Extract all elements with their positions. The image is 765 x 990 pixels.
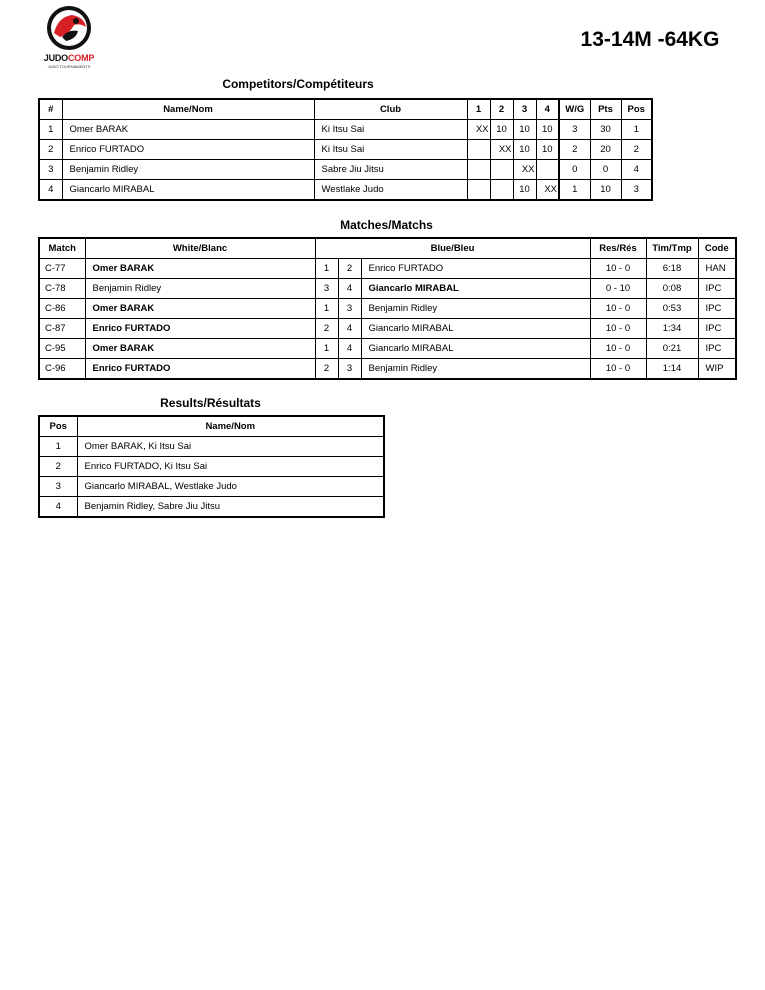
results-header-row: [39, 416, 384, 437]
white-number: 1: [315, 299, 338, 319]
match-row: [39, 359, 736, 380]
match-result: 10 - 0: [590, 319, 646, 339]
match-id: C-96: [39, 359, 85, 380]
col-time: Tim/Tmp: [646, 238, 698, 259]
white-number: 1: [315, 339, 338, 359]
score-cell: [467, 140, 490, 160]
score-cell: XX: [536, 180, 559, 201]
score-cell: XX: [467, 120, 490, 140]
col-result-position: Pos: [39, 416, 77, 437]
match-id: C-77: [39, 259, 85, 279]
competitor-row: [39, 180, 652, 201]
result-row: [39, 457, 384, 477]
result-name: Omer BARAK, Ki Itsu Sai: [77, 437, 384, 457]
col-position: Pos: [621, 99, 652, 120]
results-title: Results/Résultats: [160, 396, 261, 410]
match-row: [39, 319, 736, 339]
result-position: 3: [39, 477, 77, 497]
col-score-2: 2: [490, 99, 513, 120]
col-result-name: Name/Nom: [77, 416, 384, 437]
col-points: Pts: [590, 99, 621, 120]
result-name: Giancarlo MIRABAL, Westlake Judo: [77, 477, 384, 497]
wins-cell: 1: [559, 180, 590, 201]
blue-competitor: Benjamin Ridley: [361, 359, 590, 380]
matches-title: Matches/Matchs: [340, 218, 433, 232]
division-title: 13-14M -64KG: [580, 28, 720, 51]
match-row: [39, 339, 736, 359]
blue-competitor: Giancarlo MIRABAL: [361, 339, 590, 359]
competitor-club: Westlake Judo: [314, 180, 467, 201]
col-score-3: 3: [513, 99, 536, 120]
points-cell: 30: [590, 120, 621, 140]
match-result: 10 - 0: [590, 299, 646, 319]
wins-cell: 2: [559, 140, 590, 160]
col-result: Res/Rés: [590, 238, 646, 259]
blue-number: 4: [338, 339, 361, 359]
white-competitor: Enrico FURTADO: [85, 319, 315, 339]
match-result: 10 - 0: [590, 339, 646, 359]
white-competitor: Omer BARAK: [85, 299, 315, 319]
match-code: WIP: [698, 359, 736, 380]
white-number: 1: [315, 259, 338, 279]
score-cell: 10: [536, 140, 559, 160]
match-row: [39, 259, 736, 279]
col-match: Match: [39, 238, 85, 259]
competitor-club: Ki Itsu Sai: [314, 140, 467, 160]
col-club: Club: [314, 99, 467, 120]
matches-table: [38, 237, 737, 380]
blue-number: 2: [338, 259, 361, 279]
judo-emblem-icon: [36, 3, 102, 55]
match-result: 10 - 0: [590, 359, 646, 380]
white-number: 3: [315, 279, 338, 299]
competitor-name: Enrico FURTADO: [62, 140, 314, 160]
match-time: 6:18: [646, 259, 698, 279]
score-cell: 10: [513, 120, 536, 140]
competitor-row: [39, 120, 652, 140]
position-cell: 2: [621, 140, 652, 160]
col-score-4: 4: [536, 99, 559, 120]
competitor-number: 1: [39, 120, 62, 140]
judocomp-logo: [36, 3, 102, 71]
score-cell: [467, 180, 490, 201]
col-code: Code: [698, 238, 736, 259]
blue-number: 3: [338, 359, 361, 380]
competitor-name: Benjamin Ridley: [62, 160, 314, 180]
blue-number: 4: [338, 319, 361, 339]
results-table: [38, 415, 385, 518]
match-result: 0 - 10: [590, 279, 646, 299]
match-time: 0:53: [646, 299, 698, 319]
position-cell: 3: [621, 180, 652, 201]
match-code: IPC: [698, 339, 736, 359]
wins-cell: 3: [559, 120, 590, 140]
score-cell: [467, 160, 490, 180]
white-competitor: Benjamin Ridley: [85, 279, 315, 299]
match-time: 0:21: [646, 339, 698, 359]
white-competitor: Enrico FURTADO: [85, 359, 315, 380]
match-time: 1:14: [646, 359, 698, 380]
position-cell: 4: [621, 160, 652, 180]
logo-subtitle: JUDO TOURNAMENTS: [47, 64, 91, 69]
match-time: 1:34: [646, 319, 698, 339]
match-id: C-95: [39, 339, 85, 359]
blue-competitor: Benjamin Ridley: [361, 299, 590, 319]
position-cell: 1: [621, 120, 652, 140]
competitor-number: 4: [39, 180, 62, 201]
col-number: #: [39, 99, 62, 120]
wins-cell: 0: [559, 160, 590, 180]
score-cell: [490, 160, 513, 180]
result-name: Enrico FURTADO, Ki Itsu Sai: [77, 457, 384, 477]
score-cell: 10: [490, 120, 513, 140]
score-cell: 10: [536, 120, 559, 140]
blue-number: 3: [338, 299, 361, 319]
blue-competitor: Giancarlo MIRABAL: [361, 319, 590, 339]
match-row: [39, 279, 736, 299]
result-position: 2: [39, 457, 77, 477]
result-row: [39, 437, 384, 457]
col-name: Name/Nom: [62, 99, 314, 120]
competitor-row: [39, 160, 652, 180]
match-result: 10 - 0: [590, 259, 646, 279]
competitor-name: Omer BARAK: [62, 120, 314, 140]
competitors-title: Competitors/Compétiteurs: [222, 77, 374, 91]
match-code: HAN: [698, 259, 736, 279]
score-cell: XX: [513, 160, 536, 180]
match-row: [39, 299, 736, 319]
logo-wordmark: JUDOCOMP: [43, 53, 95, 63]
competitor-club: Sabre Jiu Jitsu: [314, 160, 467, 180]
result-row: [39, 477, 384, 497]
white-competitor: Omer BARAK: [85, 259, 315, 279]
competitors-header-row: [39, 99, 652, 120]
match-id: C-78: [39, 279, 85, 299]
competitors-table: [38, 98, 653, 201]
match-id: C-87: [39, 319, 85, 339]
score-cell: [490, 180, 513, 201]
result-row: [39, 497, 384, 518]
col-wins: W/G: [559, 99, 590, 120]
points-cell: 10: [590, 180, 621, 201]
score-cell: 10: [513, 180, 536, 201]
match-id: C-86: [39, 299, 85, 319]
col-score-1: 1: [467, 99, 490, 120]
points-cell: 0: [590, 160, 621, 180]
match-code: IPC: [698, 319, 736, 339]
col-white: White/Blanc: [85, 238, 315, 259]
match-code: IPC: [698, 299, 736, 319]
competitor-club: Ki Itsu Sai: [314, 120, 467, 140]
blue-competitor: Giancarlo MIRABAL: [361, 279, 590, 299]
white-competitor: Omer BARAK: [85, 339, 315, 359]
score-cell: 10: [513, 140, 536, 160]
result-name: Benjamin Ridley, Sabre Jiu Jitsu: [77, 497, 384, 518]
competitor-number: 3: [39, 160, 62, 180]
white-number: 2: [315, 319, 338, 339]
score-cell: XX: [490, 140, 513, 160]
competitor-row: [39, 140, 652, 160]
score-cell: [536, 160, 559, 180]
result-position: 1: [39, 437, 77, 457]
points-cell: 20: [590, 140, 621, 160]
blue-competitor: Enrico FURTADO: [361, 259, 590, 279]
competitor-number: 2: [39, 140, 62, 160]
white-number: 2: [315, 359, 338, 380]
result-position: 4: [39, 497, 77, 518]
match-time: 0:08: [646, 279, 698, 299]
match-code: IPC: [698, 279, 736, 299]
matches-header-row: [39, 238, 736, 259]
col-blue: Blue/Bleu: [315, 238, 590, 259]
competitor-name: Giancarlo MIRABAL: [62, 180, 314, 201]
blue-number: 4: [338, 279, 361, 299]
